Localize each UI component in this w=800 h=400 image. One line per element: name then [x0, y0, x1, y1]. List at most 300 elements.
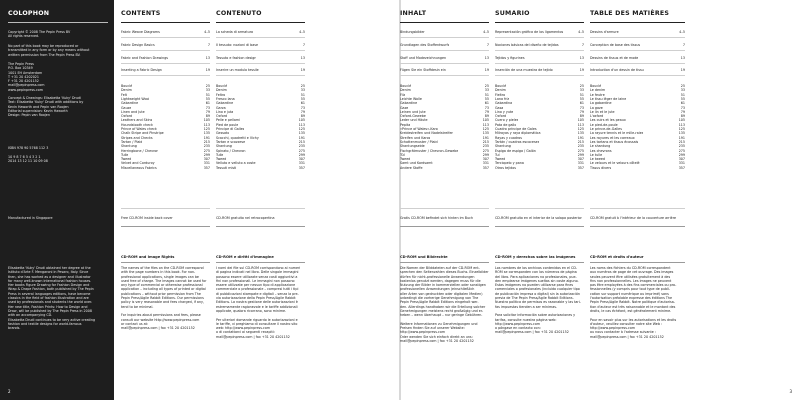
toc-fabric-entry[interactable] [216, 166, 305, 170]
toc-entry-page: 79 [680, 109, 685, 114]
colophon-bio-line: Elisabetta Drudi continues to be very active creating [8, 317, 96, 322]
toc-entry-label: Bindungsbilder [400, 30, 425, 34]
colophon-bio-line: used by professionals and students the world over. [8, 300, 93, 305]
toc-entry-page: 19 [579, 68, 584, 72]
toc-entry-label: Filz [400, 92, 406, 97]
toc-entry-page: 7 [682, 43, 685, 47]
colophon-credits-line: Text: Elisabetta 'Kuky' Drudi with additions by [8, 100, 84, 105]
toc-entry-page: 275 [678, 148, 685, 153]
toc-separator [590, 50, 685, 51]
toc-entry-label: Bouclé [216, 84, 228, 88]
toc-entry-label: Houndstooth check [121, 122, 153, 127]
toc-fabric-entry[interactable] [121, 166, 210, 170]
toc-entry-page: 215 [678, 139, 685, 144]
toc-entry-label: Feltro [216, 92, 226, 97]
rights-line: Estas imágenes no pueden utilizarse para fines [495, 283, 574, 288]
toc-entry-page: 191 [577, 135, 584, 140]
rights-line: applicate, qualora ricorrano, sono minime. [216, 308, 287, 313]
toc-entry-page: 125 [298, 127, 305, 131]
toc-entry-label: Lana fría [495, 96, 510, 101]
rights-line: mail@pepinpress.com | fax +31 20 4201152 [216, 334, 290, 339]
toc-entry-page: 331 [482, 161, 489, 166]
toc-entry-page: 113 [298, 122, 305, 127]
toc-entry-label: Pelle e pellami [216, 118, 240, 123]
toc-section-entry[interactable] [121, 68, 210, 72]
rights-line: previa de The Pepin Press/Agile Rabbit Editions. [495, 296, 574, 301]
toc-entry-label: Bouclé [590, 84, 602, 88]
toc-separator [400, 50, 489, 51]
toc-entry-label: Les tartans et tissus écossais [590, 139, 639, 144]
toc-entry-label: Otros tejidos [495, 165, 516, 170]
toc-entry-label: Gabardina [495, 101, 513, 106]
toc-section-entry[interactable] [495, 30, 584, 34]
colophon-credits-line: Design: Pepin van Roojen [8, 113, 50, 118]
toc-separator [495, 75, 584, 76]
colophon-bio-line: fashion and textile designs for world-famous [8, 321, 82, 326]
rights-line: professional applications, single images can be [121, 274, 199, 279]
toc-entry-page: 357 [482, 165, 489, 170]
rights-line: Les noms des fichiers du CD-ROM correspondent [590, 266, 671, 270]
toc-section-entry[interactable] [121, 43, 210, 47]
page-number-right: 3 [789, 389, 792, 394]
toc-entry-page: 357 [203, 165, 210, 170]
toc-entry-label: Le pied-de-poule [590, 122, 618, 127]
toc-entry-page: 73 [205, 105, 210, 110]
rights-line: application – including all types of printed or digital [121, 287, 206, 292]
rights-line: di pubblicazioni stampate e digitali – senza la pre- [216, 291, 299, 296]
toc-entry-page: 307 [482, 157, 489, 162]
rights-line: http://www.pepinpress.com [495, 321, 541, 326]
toc-entry-page: 61 [205, 101, 210, 106]
toc-entry-label: Tejidos y figurines [495, 56, 525, 60]
toc-separator [121, 75, 210, 76]
toc-entry-page: 73 [579, 105, 584, 110]
rights-line: heben – wenn überhaupt – nur geringe Gebühren. [400, 313, 483, 318]
toc-entry-label: Denim [216, 88, 227, 93]
toc-entry-label: Fabric Weave Diagrams [121, 30, 160, 34]
toc-entry-page: 191 [298, 135, 305, 140]
toc-entry-page: 33 [300, 88, 305, 93]
toc-entry-label: Scacchi, quadretti e Vichy [216, 135, 259, 140]
toc-entry-label: Grundlagen des Stoffentwurfs [400, 43, 450, 47]
toc-entry-page: 357 [678, 165, 685, 170]
toc-entry-page: 13 [300, 56, 305, 60]
rights-line: mail@pepinpress.com | fax +31 20 4201152 [590, 334, 664, 339]
toc-section-entry[interactable] [590, 43, 685, 47]
rights-line: Nutzung der Bilder in kommerziellen oder sonstigen [400, 283, 486, 288]
toc-entry-label: Denim [121, 88, 132, 93]
toc-entry-label: Oxford [495, 114, 507, 119]
toc-entry-label: Bouclé [400, 84, 412, 88]
toc-entry-page: 25 [579, 84, 584, 88]
toc-entry-label: Lino e juta [216, 109, 234, 114]
toc-entry-page: 331 [577, 161, 584, 166]
colophon-isbn-line: ISBN 978 90 5768 112 3 [8, 146, 49, 150]
toc-entry-page: 73 [300, 105, 305, 110]
toc-entry-label: Le velours et le velours côtelé [590, 161, 640, 166]
rights-title: CD-ROM und Bildrechte [400, 255, 448, 259]
toc-entry-page: 299 [482, 152, 489, 157]
toc-entry-label: Pepita [400, 122, 411, 127]
toc-entry-page: 307 [577, 157, 584, 162]
toc-entry-label: Fügen Sie ein Stoffdesin ein [400, 68, 446, 72]
toc-entry-page: 89 [484, 114, 489, 119]
toc-fabric-entry[interactable] [495, 166, 584, 170]
rights-line: For inquiries about permissions and fees, please [121, 313, 201, 318]
rights-line: pas être employées à des fins commerciales ou pro- [590, 283, 677, 288]
column-rule [400, 22, 489, 23]
toc-entry-page: 19 [300, 68, 305, 72]
toc-entry-label: Schottenmuster / Plaid [400, 139, 438, 144]
toc-entry-label: Conception de base des tissus [590, 43, 641, 47]
rights-paragraph [400, 266, 489, 343]
toc-entry-label: Kreidestreifen und Nadelstreifen [400, 131, 454, 136]
toc-entry-label: Pied de poule [216, 122, 239, 127]
toc-section-entry[interactable] [121, 30, 210, 34]
rights-line: Oder wenden Sie sich einfach direkt an uns: [400, 334, 473, 339]
rights-line: Weitere Informationen zu Genehmigungen und [400, 321, 478, 326]
toc-entry-label: Dessins de tissus et de mode [590, 56, 639, 60]
toc-entry-label: Leinen und Jute [400, 109, 426, 114]
toc-entry-page: 4–5 [578, 30, 584, 34]
toc-entry-page: 25 [680, 84, 685, 88]
toc-entry-label: Rayas y cuadros [495, 135, 523, 140]
toc-entry-label: Fischgrätmuster / Chevron-Gewebe [400, 148, 459, 153]
toc-entry-page: 331 [678, 161, 685, 166]
toc-entry-label: Samt und Kordsamt [400, 161, 433, 166]
toc-entry-label: La gaze [590, 105, 603, 110]
toc-separator [590, 37, 685, 38]
toc-fabric-entry[interactable] [400, 166, 489, 170]
toc-entry-label: Le tulle [590, 152, 603, 157]
toc-entry-label: Inserire un modulo tessile [216, 68, 259, 72]
colophon-credits [8, 96, 83, 117]
toc-entry-page: 61 [300, 101, 305, 106]
rights-line: mail@pepinpress.com | fax +31 20 4201152 [121, 326, 195, 331]
rights-line: fas impuestas tienden a ser mínimas. [495, 304, 558, 309]
toc-entry-label: Prince of Wales check [121, 127, 157, 131]
rights-line: Per ulteriori domande riguardo le autorizzazioni e [216, 317, 298, 322]
section-separator [590, 262, 685, 263]
toc-entry-label: Fresco lana [216, 96, 235, 101]
toc-entry-label: Le prince-de-Galles [590, 127, 622, 131]
toc-section-entry[interactable] [400, 43, 489, 47]
toc-entry-label: Gasa [495, 105, 504, 110]
toc-entry-page: 331 [203, 161, 210, 166]
toc-entry-page: 275 [577, 148, 584, 153]
colophon-address-line: www.pepinpress.com [8, 87, 43, 92]
colophon-rights-line: transmitted in any form or by any means without [8, 48, 90, 53]
toc-entry-label: Les cuirs et les peaux [590, 118, 626, 123]
colophon-bio-line: Wrap & Drape Fashion, both published by The Pepin [8, 287, 94, 292]
rights-line: o póngase en contacto con: [495, 326, 541, 331]
cd-rom-note: Free CD-ROM inside back cover [121, 216, 173, 220]
rights-line: possono essere utilizzate senza costi aggiuntivi a [216, 274, 298, 279]
colophon-bio [8, 266, 95, 330]
toc-entry-page: 61 [579, 101, 584, 106]
toc-entry-page: 125 [203, 127, 210, 131]
toc-entry-page: 125 [482, 127, 489, 131]
rights-title: CD-ROM e diritti d'immagine [216, 255, 274, 259]
toc-separator [121, 37, 210, 38]
toc-entry-page: 7 [207, 43, 210, 47]
toc-entry-label: Leathers and Skins [121, 118, 153, 123]
toc-entry-page: 55 [484, 96, 489, 101]
toc-separator [216, 208, 305, 209]
toc-entry-label: Tartan / Plaid [121, 139, 143, 144]
rights-line: used free of charge. The images cannot be used for [121, 278, 207, 283]
rights-line: I nomi dei file sul CD-ROM corrispondono ai numeri [216, 266, 301, 270]
toc-entry-page: 55 [680, 96, 685, 101]
rights-line: tion d'auteur est très raisonnable et le montant des [590, 304, 676, 309]
toc-entry-label: Gessato [216, 131, 230, 136]
rights-line: via autorizzazione della Pepin Press/Agile Rabbit [216, 296, 296, 301]
toc-section-entry[interactable] [216, 56, 305, 60]
toc-entry-page: 79 [205, 109, 210, 114]
rights-line: mail@pepinpress.com | fax +31 20 4201152 [495, 330, 569, 335]
toc-section-entry[interactable] [216, 30, 305, 34]
toc-section-entry[interactable] [495, 56, 584, 60]
toc-entry-page: 33 [579, 88, 584, 93]
section-separator [495, 262, 584, 263]
language-column [216, 0, 305, 400]
column-title: CONTENUTO [216, 10, 262, 17]
toc-entry-page: 215 [298, 139, 305, 144]
toc-entry-page: 307 [203, 157, 210, 162]
toc-entry-page: 33 [205, 88, 210, 93]
toc-entry-label: Nociones básicas del diseño de tejidos [495, 43, 559, 47]
rights-line: estremamente ragionevole e le tariffe addizionali [216, 304, 298, 309]
toc-entry-page: 113 [577, 122, 584, 127]
rights-line: d'auteur, veuillez consulter notre site Web : [590, 321, 663, 326]
toc-entry-label: Stoff und Modezeichnungen [400, 56, 447, 60]
toc-entry-page: 4–5 [204, 30, 210, 34]
toc-entry-page: 113 [203, 122, 210, 127]
colophon-copyright [8, 30, 70, 39]
toc-entry-page: 357 [577, 165, 584, 170]
toc-separator [121, 208, 210, 209]
toc-entry-page: 299 [678, 152, 685, 157]
rights-line: l'autorisation préalable expresse des éditions The [590, 296, 673, 301]
rights-line: any type of commercial or otherwise professional [121, 283, 203, 288]
toc-separator [216, 50, 305, 51]
toc-entry-label: Tulle [216, 152, 224, 157]
cd-rom-note: CD-ROM gratuito nel retrocopertina [216, 216, 275, 220]
toc-entry-page: 25 [205, 84, 210, 88]
toc-entry-page: 105 [298, 118, 305, 123]
section-separator [400, 226, 489, 227]
colophon-copyright-line: All rights reserved. [8, 34, 40, 39]
toc-entry-page: 105 [577, 118, 584, 123]
rights-paragraph [590, 266, 676, 339]
rights-line: di pagina indicati nel libro. Delle singole immagini [216, 270, 299, 275]
rights-line: web: http://www.pepinpress.com [216, 326, 271, 331]
toc-entry-label: Tissus divers [590, 165, 612, 170]
toc-entry-page: 135 [577, 131, 584, 136]
toc-entry-label: Bouclé [121, 84, 133, 88]
toc-entry-label: Tüll [400, 152, 406, 157]
toc-entry-label: Tulle [121, 152, 129, 157]
cd-rom-note: Gratis CD-ROM befindet sich hinten im Buch [400, 216, 474, 220]
section-separator [400, 262, 489, 263]
toc-entry-label: Le feutre [590, 92, 605, 97]
toc-entry-page: 125 [577, 127, 584, 131]
toc-entry-label: La rayure tennis et le mille-raies [590, 131, 644, 136]
toc-entry-label: Miscellaneous Fabrics [121, 165, 157, 170]
section-separator [121, 226, 210, 227]
toc-entry-page: 79 [484, 109, 489, 114]
toc-entry-label: Cuero y pieles [495, 118, 519, 123]
rights-title: CD-ROM and Image Rights [121, 255, 175, 259]
rights-line: den. Allerdings handhaben wir die Erteilung solcher [400, 304, 486, 309]
toc-entry-page: 13 [484, 56, 489, 60]
section-separator [121, 262, 210, 263]
section-separator [590, 226, 685, 227]
toc-entry-label: Tweed [400, 157, 411, 162]
toc-entry-page: 51 [484, 92, 489, 97]
toc-section-entry[interactable] [400, 30, 489, 34]
toc-entry-label: Cuadro príncipe de Gales [495, 127, 537, 131]
rights-line: ou nous contacter à l'adresse suivante : [590, 330, 656, 335]
toc-entry-label: Fieltro [495, 92, 506, 97]
language-column [121, 0, 210, 400]
rights-line: policy is very reasonable and fees charged, if any, [121, 300, 205, 305]
toc-section-entry[interactable] [590, 30, 685, 34]
toc-separator [216, 37, 305, 38]
rights-line: ROM se corresponden con los números de página [495, 270, 577, 275]
toc-section-entry[interactable] [495, 43, 584, 47]
rights-line: sprechen den Seitenzahlen dieses Buchs. Einzelbilder [400, 270, 489, 275]
toc-separator [400, 37, 489, 38]
rights-line: de publicación impresa o digital) sin la autorización [495, 291, 580, 296]
toc-entry-label: Principe di Galles [216, 127, 245, 131]
toc-entry-page: 215 [203, 139, 210, 144]
rights-line: o di contattarci ai seguenti recapiti: [216, 330, 275, 335]
colophon-address-line: mail@pepinpress.com [8, 83, 45, 88]
toc-entry-page: 51 [205, 92, 210, 97]
rights-title: CD-ROM y derechos sobre las imágenes [495, 255, 576, 259]
toc-entry-page: 299 [298, 152, 305, 157]
toc-separator [121, 63, 210, 64]
rights-line: Pepin Press/Agile Rabbit Editions. Our permissions [121, 296, 204, 301]
toc-section-entry[interactable] [400, 56, 489, 60]
rights-paragraph [216, 266, 300, 339]
rights-line: fini non professionali. Le immagini non possono [216, 278, 295, 283]
toc-entry-label: Gabardine [216, 101, 234, 106]
column-rule [590, 22, 685, 23]
rights-line: aux numéros de page de cet ouvrage. Des images [590, 270, 674, 275]
colophon-credits-line: Kevin Haworth and Pepin van Roojen [8, 104, 69, 109]
toc-entry-label: Tessuto e fashion design [216, 56, 257, 60]
toc-entry-label: Inserting a Fabric Design [121, 68, 162, 72]
toc-entry-label: Le lin et le jute [590, 109, 615, 114]
toc-section-entry[interactable] [121, 56, 210, 60]
toc-entry-page: 89 [680, 114, 685, 119]
toc-entry-label: Tweed [216, 157, 227, 162]
toc-entry-label: Bouclé [495, 84, 507, 88]
toc-entry-page: 235 [298, 144, 305, 149]
column-title: SUMARIO [495, 10, 530, 17]
toc-entry-label: La scheda di armatura [216, 30, 254, 34]
rights-line: fins non professionnelles. Les images ne peuvent [590, 278, 672, 283]
toc-section-entry[interactable] [590, 68, 685, 72]
toc-entry-label: Les rayures et les carreaux [590, 135, 635, 140]
toc-entry-page: 13 [680, 56, 685, 60]
toc-entry-label: Shantung [121, 144, 137, 149]
colophon-address-line: F +31 20 4201152 [8, 79, 39, 84]
toc-entry-page: 331 [298, 161, 305, 166]
rights-line: seules peuvent être utilisées gratuitement à des [590, 274, 671, 279]
toc-entry-label: »Prince of Wales«-Karo [400, 127, 438, 131]
toc-section-entry[interactable] [216, 43, 305, 47]
toc-entry-label: Linen and Jute [121, 109, 145, 114]
toc-separator [121, 50, 210, 51]
colophon-credits-line: Editorial supervision: Kevin Haworth [8, 108, 68, 113]
toc-entry-label: Tartán / cuadros escoceses [495, 139, 540, 144]
toc-entry-page: 89 [579, 114, 584, 119]
toc-fabric-entry[interactable] [590, 166, 685, 170]
colophon-rights-line: written permission from The Pepin Press BV. [8, 52, 81, 57]
toc-section-entry[interactable] [495, 68, 584, 72]
toc-entry-page: 275 [298, 148, 305, 153]
rights-line: Para solicitar información sobre autorizaciones y [495, 313, 576, 318]
toc-entry-page: 105 [203, 118, 210, 123]
toc-entry-page: 13 [205, 56, 210, 60]
toc-entry-page: 33 [680, 88, 685, 93]
toc-entry-page: 235 [482, 144, 489, 149]
toc-entry-label: Shantungseide [400, 144, 425, 149]
toc-entry-label: Stripes and Checks [121, 135, 153, 140]
toc-entry-label: Spinato / Chevron [216, 148, 246, 153]
column-title: INHALT [400, 10, 427, 17]
toc-entry-page: 215 [577, 139, 584, 144]
toc-section-entry[interactable] [216, 68, 305, 72]
rights-line: kostenlos genutzt werden, dagegen muss für die [400, 278, 481, 283]
toc-section-entry[interactable] [400, 68, 489, 72]
toc-entry-label: Lino y yute [495, 109, 514, 114]
toc-separator [495, 208, 584, 209]
rights-line: consult our website http://www.pepinpress.com [121, 317, 200, 322]
language-column [400, 0, 489, 400]
toc-entry-label: Oxford [121, 114, 133, 119]
toc-entry-page: 235 [678, 144, 685, 149]
toc-separator [590, 63, 685, 64]
colophon-bio-line: Her books Figure Drawing for Fashion Design and [8, 283, 90, 288]
toc-entry-page: 275 [482, 148, 489, 153]
toc-entry-label: Il tessuto: nozioni di base [216, 43, 258, 47]
rights-line: Pour en savoir plus sur les autorisations et les droits [590, 317, 677, 322]
toc-entry-label: Felt [121, 92, 127, 97]
rights-line: cation sur support numérique ou imprimé) sans [590, 291, 669, 296]
toc-entry-page: 357 [298, 165, 305, 170]
toc-section-entry[interactable] [590, 56, 685, 60]
colophon-isbn-line: 10 9 8 7 6 5 4 3 2 1 [8, 154, 41, 159]
toc-entry-page: 51 [300, 92, 305, 97]
colophon-credits-line: Concept & Drawings: Elisabetta 'Kuky' Drudi [8, 96, 81, 100]
colophon-bio-line: Elisabetta 'Kuky' Drudi obtained her degree at the [8, 266, 91, 270]
toc-entry-label: Le tissu léger de laine [590, 96, 627, 101]
column-rule [121, 22, 210, 23]
colophon-rights-line: No part of this book may be reproduced or [8, 44, 79, 48]
rights-line: tarifas, consulte nuestra página web: [495, 317, 557, 322]
toc-entry-page: 135 [678, 131, 685, 136]
toc-separator [216, 63, 305, 64]
toc-entry-page: 215 [482, 139, 489, 144]
toc-entry-label: Lightweight Wool [121, 96, 150, 101]
rights-title: CD-ROM et droits d'auteur [590, 255, 644, 259]
colophon-bio-line: for many well-known international fashion houses. [8, 278, 92, 283]
toc-entry-page: 19 [484, 68, 489, 72]
